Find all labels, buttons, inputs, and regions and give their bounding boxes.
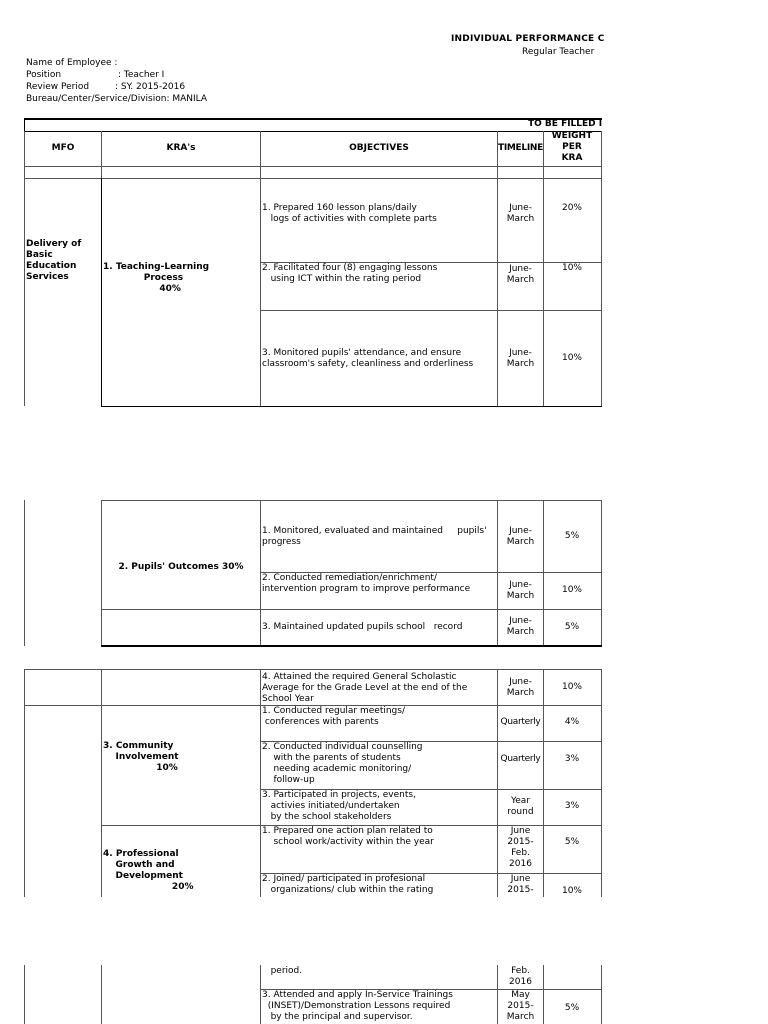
banner-label: TO BE FILLED I xyxy=(528,119,603,129)
kra-community-involvement: 3. Community Involvement 10% xyxy=(103,741,179,773)
objective-stakeholder-projects: 3. Participated in projects, events, activies initiated/undertaken by the school stakeholders xyxy=(262,790,416,822)
table-border xyxy=(24,131,602,132)
table-border xyxy=(101,406,602,407)
table-border xyxy=(24,965,25,1024)
objective-continued: period. xyxy=(262,966,303,976)
document-title: INDIVIDUAL PERFORMANCE C xyxy=(451,34,605,44)
objective-scholastic-average: 4. Attained the required General Scholastic Average for the Grade Level at the end of the School Year xyxy=(262,672,468,704)
document-subtitle: Regular Teacher xyxy=(522,47,595,57)
objective-school-record: 3. Maintained updated pupils school record xyxy=(262,622,463,632)
employee-name-label: Name of Employee : xyxy=(26,58,118,68)
table-border xyxy=(260,131,261,406)
timeline-cell: June- March xyxy=(506,677,535,698)
table-border xyxy=(101,178,102,407)
objective-parent-meetings: 1. Conducted regular meetings/ conferences with parents xyxy=(262,706,405,727)
table-border xyxy=(101,669,102,897)
table-border xyxy=(601,500,602,646)
table-border xyxy=(24,500,25,646)
objective-attendance-safety: 3. Monitored pupils' attendance, and ensure classroom's safety, cleanliness and orderliness xyxy=(262,348,474,369)
table-border xyxy=(260,500,261,646)
timeline-cell: June 2015- xyxy=(507,874,534,895)
table-border xyxy=(260,310,602,311)
weight-cell: 5% xyxy=(564,1003,580,1013)
column-header-timeline: TIMELINE xyxy=(498,143,543,153)
position-label: Position xyxy=(26,70,62,80)
kra-professional-growth: 4. Professional Growth and Development 20% xyxy=(103,849,194,892)
table-border xyxy=(24,669,25,897)
position-value: : Teacher I xyxy=(118,70,165,80)
kra-teaching-learning: 1. Teaching-Learning Process 40% xyxy=(103,262,210,294)
timeline-cell: June 2015- Feb. 2016 xyxy=(507,826,534,869)
column-header-weight: WEIGHT PER KRA xyxy=(551,131,593,163)
weight-cell: 5% xyxy=(564,837,580,847)
timeline-cell: June- March xyxy=(506,348,535,369)
table-border xyxy=(101,131,102,179)
bureau-division: Bureau/Center/Service/Division: MANILA xyxy=(26,94,208,104)
table-border xyxy=(601,131,602,406)
objective-lesson-plans: 1. Prepared 160 lesson plans/daily logs of activities with complete parts xyxy=(262,203,437,224)
objective-action-plan: 1. Prepared one action plan related to school work/activity within the year xyxy=(262,826,434,847)
review-period-label: Review Period xyxy=(26,82,90,92)
weight-cell: 5% xyxy=(564,531,580,541)
mfo-delivery-basic-education: Delivery of Basic Education Services xyxy=(26,239,82,282)
weight-cell: 20% xyxy=(561,203,582,213)
column-header-kra: KRA's xyxy=(166,143,196,153)
weight-cell: 10% xyxy=(561,585,582,595)
table-border xyxy=(101,609,602,610)
objective-remediation: 2. Conducted remediation/enrichment/ intervention program to improve performance xyxy=(262,573,471,594)
column-header-objectives: OBJECTIVES xyxy=(349,143,409,153)
timeline-cell: May 2015- March xyxy=(506,990,535,1022)
weight-cell: 5% xyxy=(564,622,580,632)
timeline-cell: Feb. 2016 xyxy=(509,966,532,987)
weight-cell: 10% xyxy=(561,886,582,896)
weight-cell: 10% xyxy=(561,682,582,692)
table-border xyxy=(24,166,602,167)
timeline-cell: June- March xyxy=(506,616,535,637)
table-border xyxy=(101,645,602,647)
timeline-cell: June- March xyxy=(506,526,535,547)
table-border xyxy=(260,669,261,897)
timeline-cell: Quarterly xyxy=(500,754,541,764)
table-border xyxy=(101,500,602,501)
weight-cell: 4% xyxy=(564,717,580,727)
table-border xyxy=(24,118,602,120)
table-border xyxy=(101,965,102,1024)
objective-professional-organizations: 2. Joined/ participated in profesional organizations/ club within the rating xyxy=(262,874,434,895)
table-border xyxy=(24,178,602,179)
objective-inset-trainings: 3. Attended and apply In-Service Trainings (INSET)/Demonstration Lessons required by the principal and supervisor. xyxy=(262,990,453,1022)
timeline-cell: Quarterly xyxy=(500,717,541,727)
objective-counselling: 2. Conducted individual counselling with the parents of students needing academic monitoring/ follow-up xyxy=(262,742,423,785)
objective-pupils-progress: 1. Monitored, evaluated and maintained pupils' progress xyxy=(262,526,487,547)
weight-cell: 3% xyxy=(564,801,580,811)
weight-cell: 10% xyxy=(561,353,582,363)
timeline-cell: June- March xyxy=(506,264,535,285)
table-border xyxy=(601,965,602,1024)
objective-ict-lessons: 2. Facilitated four (8) engaging lessons using ICT within the rating period xyxy=(262,263,438,284)
weight-cell: 10% xyxy=(561,263,582,273)
timeline-cell: Year round xyxy=(507,796,534,817)
table-border xyxy=(24,118,25,132)
table-border xyxy=(24,669,602,670)
table-border xyxy=(101,500,102,646)
weight-cell: 3% xyxy=(564,754,580,764)
timeline-cell: June- March xyxy=(506,580,535,601)
timeline-cell: June- March xyxy=(506,203,535,224)
review-period-value: : SY. 2015-2016 xyxy=(115,82,186,92)
kra-pupils-outcomes: 2. Pupils' Outcomes 30% xyxy=(118,562,244,572)
column-header-mfo: MFO xyxy=(51,143,75,153)
table-border xyxy=(24,131,25,406)
table-border xyxy=(601,669,602,897)
table-border xyxy=(260,965,261,1024)
